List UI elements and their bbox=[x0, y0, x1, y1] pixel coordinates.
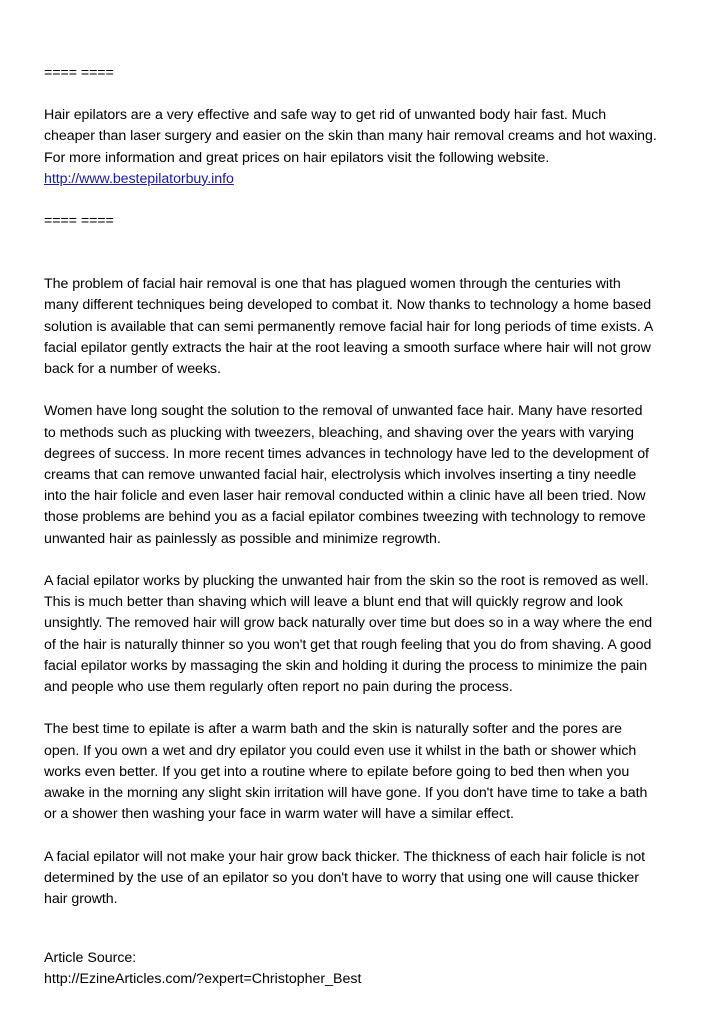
intro-line: For more information and great prices on hair epilators visit the following website. bbox=[44, 149, 550, 166]
paragraph-line: awake in the morning any slight skin irritation will have gone. If you don't have time to take a bath bbox=[44, 785, 648, 802]
paragraph-line: A facial epilator will not make your hair grow back thicker. The thickness of each hair folicle is not bbox=[44, 848, 646, 865]
article-paragraph-5 bbox=[44, 847, 688, 911]
paragraph-line: degrees of success. In more recent times advances in technology have led to the development of bbox=[44, 445, 649, 462]
paragraph-line: works even better. If you get into a routine where to epilate before going to bed then when you bbox=[44, 763, 630, 780]
website-link[interactable]: http://www.bestepilatorbuy.info bbox=[44, 170, 234, 187]
paragraph-line: of the hair is naturally thinner so you won't get that rough feeling that you do from shaving. A good bbox=[44, 636, 652, 653]
paragraph-line: to methods such as plucking with tweezers, bleaching, and shaving over the years with varying bbox=[44, 424, 634, 441]
paragraph-line: Women have long sought the solution to the removal of unwanted face hair. Many have resorted bbox=[44, 403, 643, 420]
intro-block bbox=[44, 105, 688, 190]
separator-bottom: ==== ==== bbox=[44, 213, 114, 230]
document-body bbox=[44, 63, 688, 910]
separator-top: ==== ==== bbox=[44, 65, 114, 81]
paragraph-line: and people who use them regularly often report no pain during the process. bbox=[44, 679, 513, 696]
article-source bbox=[44, 948, 361, 990]
intro-line: Hair epilators are a very effective and safe way to get rid of unwanted body hair fast. Much bbox=[44, 107, 607, 124]
paragraph-line: A facial epilator works by plucking the unwanted hair from the skin so the root is removed as well. bbox=[44, 573, 649, 590]
article-paragraph-2 bbox=[44, 401, 688, 549]
paragraph-line: unsightly. The removed hair will grow back naturally over time but does so in a way where the end bbox=[44, 615, 653, 632]
intro-line: cheaper than laser surgery and easier on the skin than many hair removal creams and hot waxing. bbox=[44, 128, 657, 145]
paragraph-line: or a shower then washing your face in warm water will have a similar effect. bbox=[44, 806, 514, 823]
paragraph-line: solution is available that can semi permanently remove facial hair for long periods of time exists. A bbox=[44, 318, 654, 335]
paragraph-line: creams that can remove unwanted facial hair, electrolysis which involves inserting a tiny needle bbox=[44, 467, 637, 484]
source-url[interactable]: http://EzineArticles.com/?expert=Christopher_Best bbox=[44, 971, 362, 988]
paragraph-line: open. If you own a wet and dry epilator you could even use it whilst in the bath or shower which bbox=[44, 742, 637, 759]
article-paragraph-3 bbox=[44, 571, 688, 698]
source-label: Article Source: bbox=[44, 950, 137, 966]
paragraph-line: into the hair folicle and even laser hair removal conducted within a clinic have all been tried. Now bbox=[44, 488, 646, 505]
paragraph-line: This is much better than shaving which will leave a blunt end that will quickly regrow and look bbox=[44, 594, 623, 611]
paragraph-line: The problem of facial hair removal is one that has plagued women through the centuries with bbox=[44, 276, 621, 293]
paragraph-line: those problems are behind you as a facial epilator combines tweezing with technology to remove bbox=[44, 509, 646, 526]
paragraph-line: many different techniques being developed to combat it. Now thanks to technology a home based bbox=[44, 297, 652, 314]
paragraph-line: The best time to epilate is after a warm bath and the skin is naturally softer and the pores are bbox=[44, 721, 622, 738]
paragraph-line: determined by the use of an epilator so you don't have to worry that using one will cause thicker bbox=[44, 869, 639, 886]
paragraph-line: unwanted hair as painlessly as possible and minimize regrowth. bbox=[44, 530, 441, 547]
paragraph-line: facial epilator works by massaging the skin and holding it during the process to minimize the pain bbox=[44, 657, 648, 674]
paragraph-line: back for a number of weeks. bbox=[44, 361, 221, 378]
article-paragraph-4 bbox=[44, 719, 688, 825]
article-paragraph-1 bbox=[44, 274, 688, 380]
paragraph-line: facial epilator gently extracts the hair at the root leaving a smooth surface where hair will not grow bbox=[44, 339, 651, 356]
paragraph-line: hair growth. bbox=[44, 891, 118, 908]
